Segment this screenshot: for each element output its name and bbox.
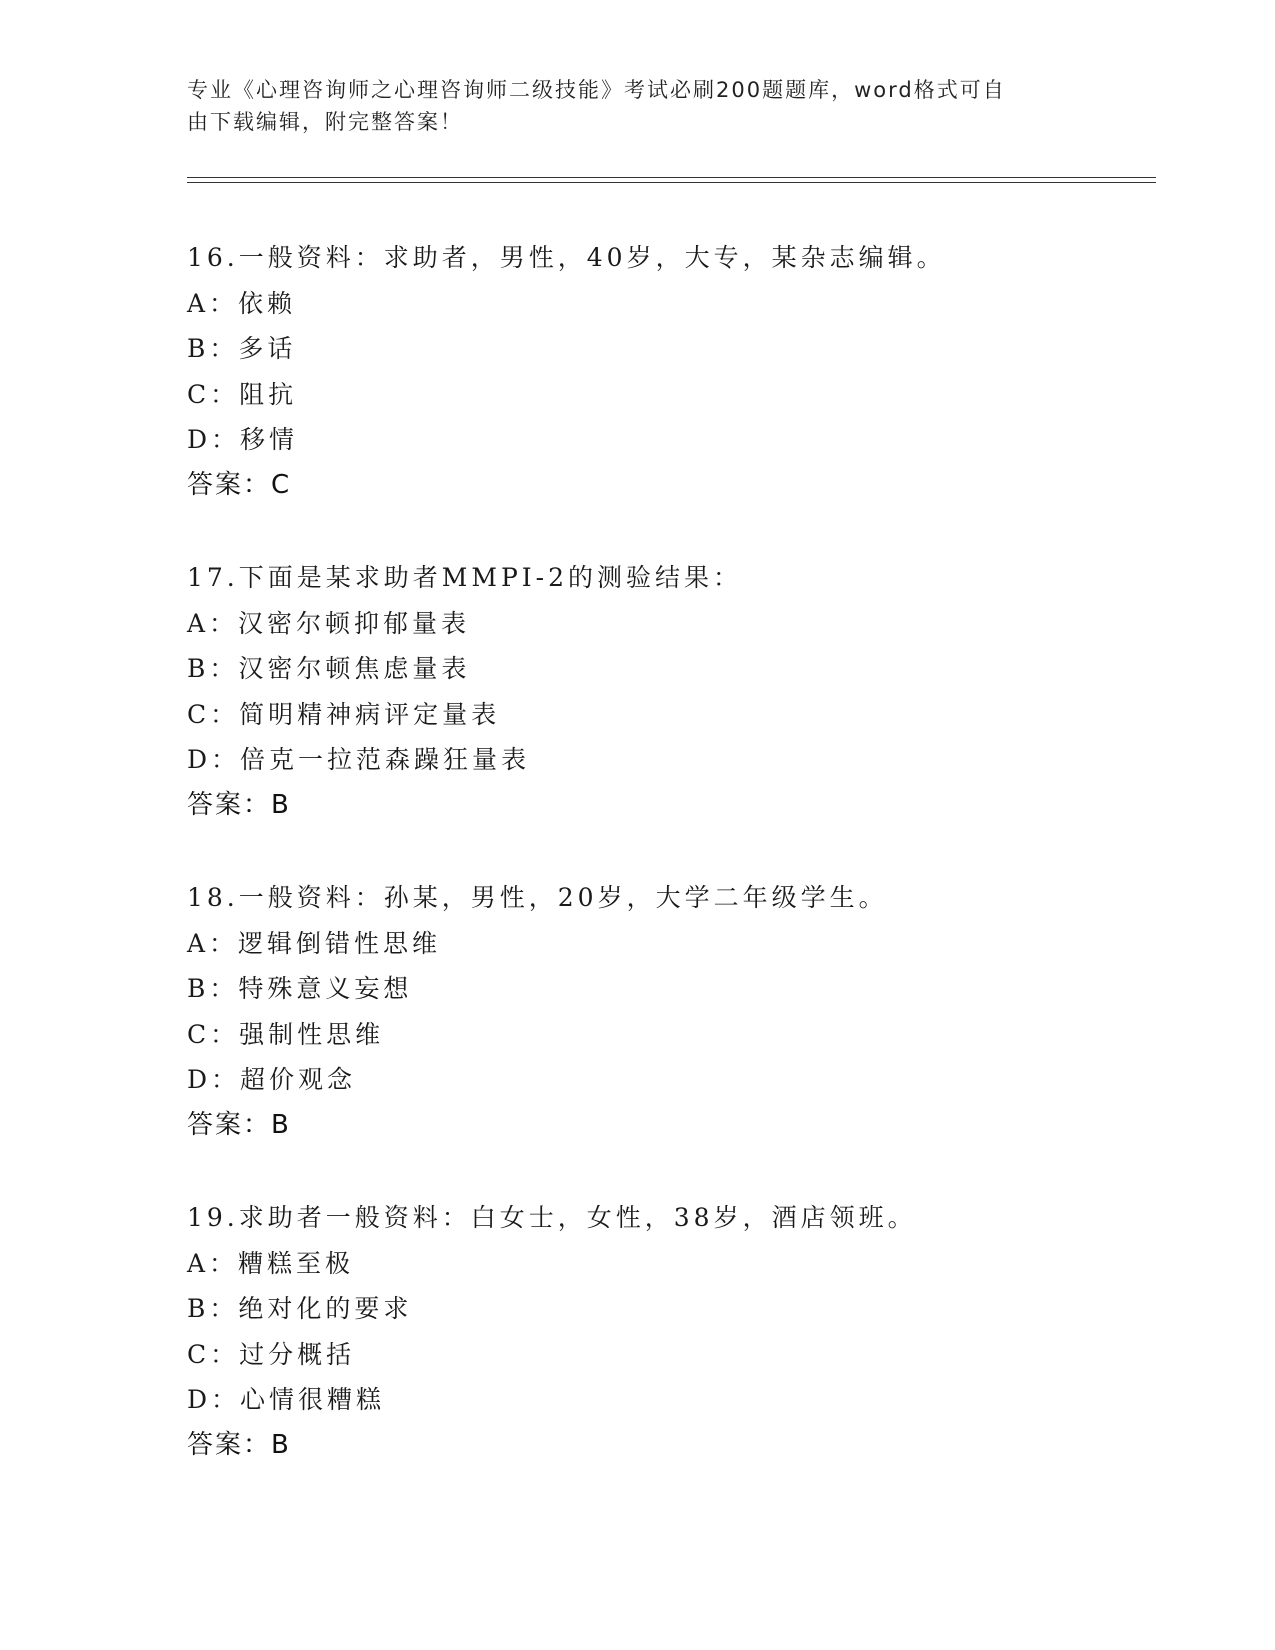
header-divider-bottom (187, 182, 1156, 183)
option-a: A：糟糕至极 (187, 1248, 355, 1278)
option-d: D：移情 (187, 425, 299, 454)
answer-line: 答案：C (187, 469, 292, 500)
header-divider-top (187, 177, 1156, 178)
question-stem: 17.下面是某求助者MMPI-2的测验结果： (187, 563, 743, 592)
option-c: C：简明精神病评定量表 (187, 699, 501, 729)
document-header (187, 74, 1067, 138)
question-18 (187, 875, 1187, 1148)
option-d: D：心情很糟糕 (187, 1385, 386, 1414)
question-19 (187, 1195, 1187, 1468)
header-line-1: 专业《心理咨询师之心理咨询师二级技能》考试必刷200题题库，word格式可自 (187, 78, 1006, 102)
option-c: C：强制性思维 (187, 1019, 385, 1049)
option-a: A：汉密尔顿抑郁量表 (187, 608, 471, 638)
answer-line: 答案：B (187, 1429, 291, 1460)
option-d: D：超价观念 (187, 1065, 357, 1094)
option-b: B：汉密尔顿焦虑量表 (187, 654, 471, 683)
answer-line: 答案：B (187, 1109, 291, 1140)
question-stem: 18.一般资料：孙某，男性，20岁，大学二年级学生。 (187, 883, 888, 912)
header-line-2: 由下载编辑，附完整答案！ (187, 110, 463, 134)
question-17 (187, 555, 1187, 828)
option-a: A：逻辑倒错性思维 (187, 928, 442, 958)
question-stem: 19.求助者一般资料：白女士，女性，38岁，酒店领班。 (187, 1203, 917, 1232)
answer-line: 答案：B (187, 789, 291, 820)
option-c: C：阻抗 (187, 379, 298, 409)
question-16 (187, 235, 1187, 508)
question-stem: 16.一般资料：求助者，男性，40岁，大专，某杂志编辑。 (187, 243, 946, 272)
option-a: A：依赖 (187, 288, 297, 318)
option-b: B：绝对化的要求 (187, 1294, 413, 1323)
option-c: C：过分概括 (187, 1339, 356, 1369)
option-b: B：特殊意义妄想 (187, 974, 413, 1003)
option-b: B：多话 (187, 334, 297, 363)
option-d: D：倍克一拉范森躁狂量表 (187, 745, 531, 774)
